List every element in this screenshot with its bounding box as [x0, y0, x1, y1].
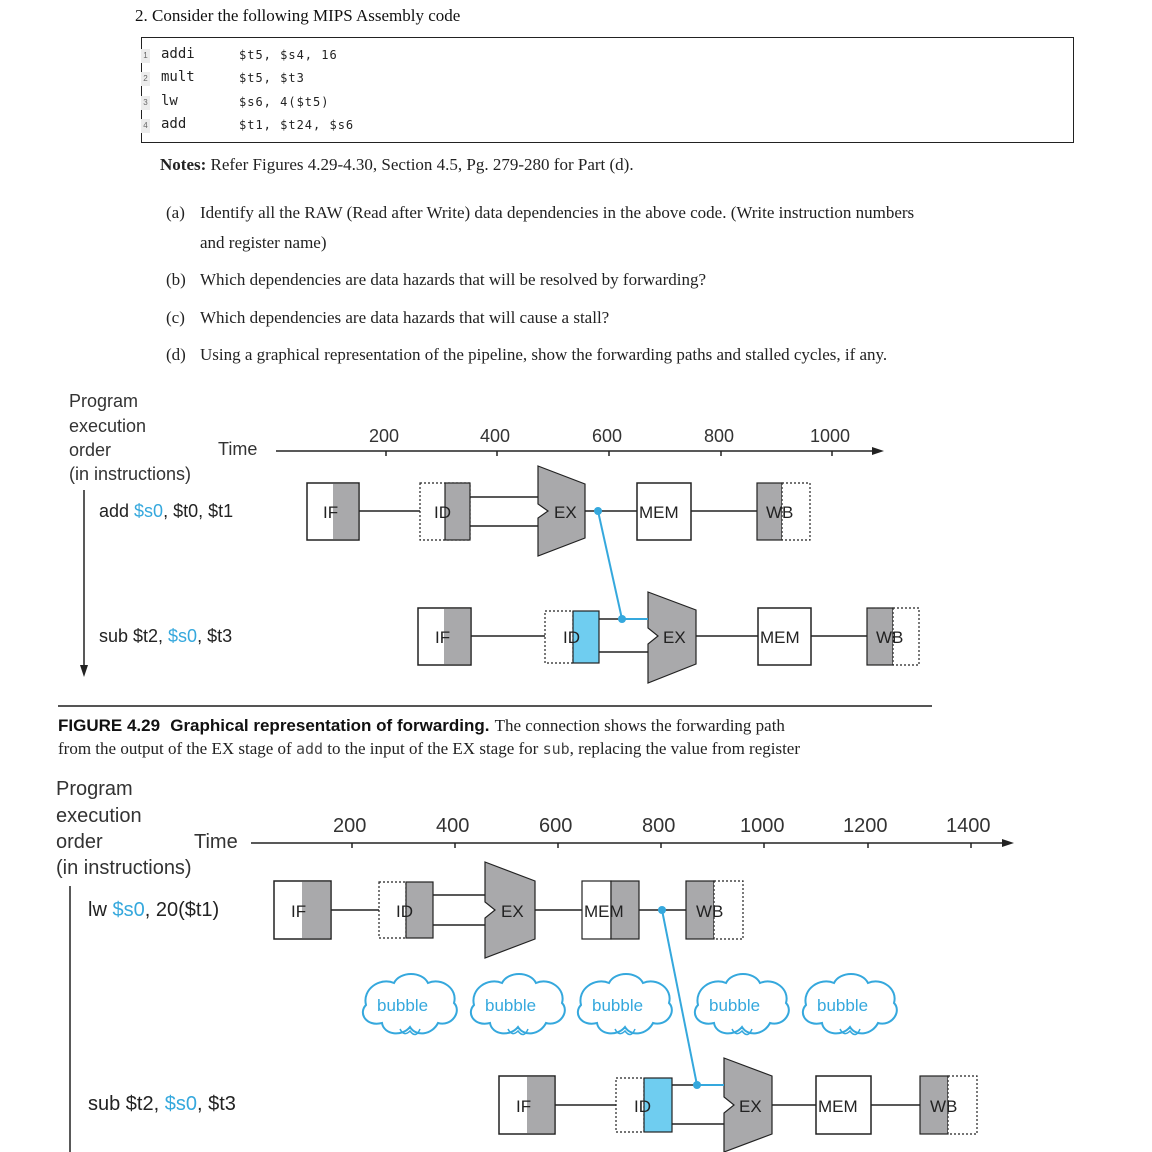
code-args: $s6, 4($t5)	[239, 95, 330, 109]
stage-label: IF	[323, 503, 339, 522]
fig2-axis-title-2: execution	[56, 805, 142, 827]
stage-label: IF	[435, 628, 451, 647]
fig2-axis-title-3: order	[56, 831, 103, 853]
code-args: $t5, $s4, 16	[239, 48, 338, 62]
part-a-text: Identify all the RAW (Read after Write) data dependencies in the above code. (Write instruction numbers	[200, 203, 915, 222]
part-c-label: (c)	[166, 308, 185, 327]
fig1-time-label: Time	[218, 439, 258, 459]
caption-text: The connection shows the forwarding path	[494, 716, 785, 735]
stage-label: EX	[739, 1097, 762, 1116]
code-op: mult	[161, 69, 195, 85]
fig1-axis-title-4: (in instructions)	[69, 464, 192, 484]
bubble-cloud-icon	[578, 974, 672, 1035]
code-op: addi	[161, 46, 195, 62]
fig2-tick-label: 200	[333, 815, 367, 837]
fig2-tick-label: 1200	[843, 815, 888, 837]
instr-text: sub $t2,	[88, 1093, 165, 1115]
part-b-text: Which dependencies are data hazards that will be resolved by forwarding?	[200, 270, 707, 289]
instr-register: $s0	[112, 899, 145, 921]
fig1-axis-title-2: execution	[69, 416, 147, 436]
fig2-axis-title-4: (in instructions)	[56, 857, 192, 879]
stage-label: WB	[696, 902, 724, 921]
bubble-label: bubble	[817, 996, 869, 1015]
instr-text: lw	[88, 899, 113, 921]
fig1-axis-title-3: order	[69, 440, 112, 460]
caption-code: add	[295, 740, 324, 758]
line-number: 2	[141, 72, 150, 86]
instr-register: $s0	[134, 501, 164, 521]
fig2-tick-label: 600	[539, 815, 573, 837]
stage-label: ID	[434, 503, 451, 522]
stage-label: EX	[501, 902, 524, 921]
instr-text: , $t0, $t1	[163, 501, 234, 521]
instr-register: $s0	[164, 1093, 197, 1115]
bubble-label: bubble	[377, 996, 429, 1015]
question-heading: 2. Consider the following MIPS Assembly code	[135, 6, 461, 25]
stage-label: IF	[291, 902, 307, 921]
code-args: $t1, $t24, $s6	[239, 118, 355, 132]
fig2-axis-title-1: Program	[56, 778, 133, 800]
line-number: 1	[141, 49, 150, 63]
stage-label: EX	[554, 503, 577, 522]
code-args: $t5, $t3	[239, 71, 305, 85]
instr-text: , $t3	[196, 1093, 236, 1115]
line-number: 3	[141, 96, 150, 110]
caption-code: sub	[542, 740, 570, 758]
fig1-tick-label: 200	[369, 426, 400, 446]
stage-label: MEM	[584, 902, 624, 921]
part-c-text: Which dependencies are data hazards that will cause a stall?	[200, 308, 610, 327]
fig1-add-pipeline	[307, 466, 810, 556]
bubble-cloud-icon	[803, 974, 897, 1035]
stage-label: MEM	[818, 1097, 858, 1116]
fig1-order-axis-arrow	[80, 665, 88, 677]
part-d-text: Using a graphical representation of the pipeline, show the forwarding paths and stalled cycles, if any.	[200, 345, 888, 364]
code-op: lw	[161, 93, 178, 109]
stage-label: MEM	[760, 628, 800, 647]
line-number: 4	[141, 119, 150, 133]
stage-label: WB	[876, 628, 904, 647]
fig2-time-axis-arrow	[1002, 839, 1014, 847]
fig2-bubbles	[363, 974, 897, 1035]
bubble-label: bubble	[485, 996, 537, 1015]
figure1-caption-line1	[58, 716, 785, 736]
instr-text: , $t3	[197, 626, 233, 646]
bubble-cloud-icon	[695, 974, 789, 1035]
fig2-tick-label: 800	[642, 815, 676, 837]
stage-label: MEM	[639, 503, 679, 522]
caption-text: , replacing the value from register	[569, 739, 801, 758]
stage-label: WB	[766, 503, 794, 522]
fig2-tick-label: 400	[436, 815, 470, 837]
fig1-tick-label: 800	[704, 426, 735, 446]
stage-label: ID	[396, 902, 413, 921]
fig1-tick-label: 1000	[810, 426, 851, 446]
instr-register: $s0	[168, 626, 198, 646]
instr-text: , 20($t1)	[144, 899, 220, 921]
stage-label: ID	[634, 1097, 651, 1116]
figure1-caption-line2	[58, 739, 800, 759]
fig2-sub-pipeline	[499, 1058, 977, 1152]
if-stage-shade	[302, 882, 330, 938]
code-op: add	[161, 116, 187, 132]
stage-label: IF	[516, 1097, 532, 1116]
fig1-time-axis-arrow	[872, 447, 884, 455]
notes-text: Refer Figures 4.29-4.30, Section 4.5, Pg. 279-280 for Part (d).	[210, 155, 634, 174]
fig1-tick-label: 600	[592, 426, 623, 446]
fig2-lw-pipeline	[274, 862, 743, 958]
caption-text: to the input of the EX stage for	[323, 739, 543, 758]
notes-label: Notes:	[160, 155, 207, 174]
bubble-label: bubble	[592, 996, 644, 1015]
fig1-tick-label: 400	[480, 426, 511, 446]
fig2-tick-label: 1400	[946, 815, 991, 837]
instr-text: sub $t2,	[99, 626, 169, 646]
bubble-cloud-icon	[471, 974, 565, 1035]
part-b-label: (b)	[166, 270, 186, 289]
fig1-sub-pipeline	[418, 592, 919, 683]
caption-title: Graphical representation of forwarding.	[170, 716, 490, 735]
stage-label: WB	[930, 1097, 958, 1116]
stage-label: ID	[563, 628, 580, 647]
caption-text: from the output of the EX stage of	[58, 739, 296, 758]
fig2-time-label: Time	[194, 831, 238, 853]
bubble-label: bubble	[709, 996, 761, 1015]
stage-label: EX	[663, 628, 686, 647]
part-d-label: (d)	[166, 345, 186, 364]
fig2-instr-lw	[88, 899, 219, 922]
bubble-cloud-icon	[363, 974, 457, 1035]
instr-text: add	[99, 501, 135, 521]
part-a-text-cont: and register name)	[200, 233, 327, 252]
fig1-axis-title-1: Program	[69, 391, 139, 411]
caption-label: FIGURE 4.29	[58, 716, 161, 735]
fig2-tick-label: 1000	[740, 815, 785, 837]
part-a-label: (a)	[166, 203, 185, 222]
fig2-instr-sub	[88, 1093, 236, 1116]
